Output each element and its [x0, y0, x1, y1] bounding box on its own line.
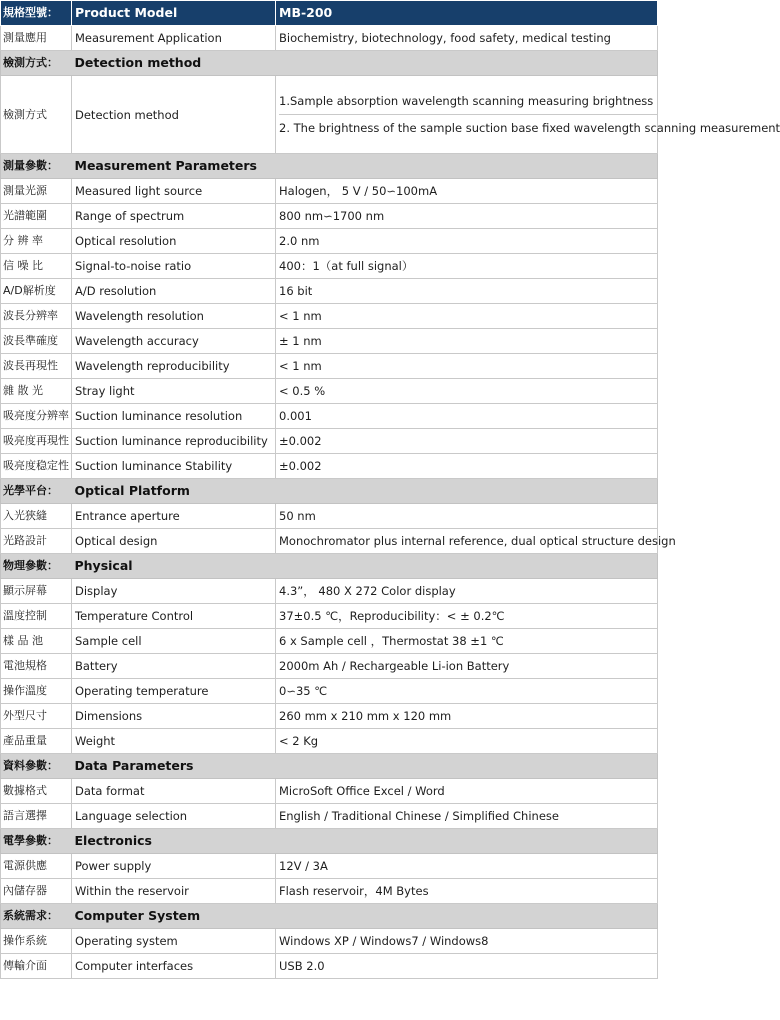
product-model-header	[1, 1, 658, 26]
section-title-en: Data Parameters	[72, 754, 658, 779]
spec-value: 800 nm∽1700 nm	[276, 204, 658, 229]
spec-label-en: Suction luminance Stability	[72, 454, 276, 479]
spec-label-en: A/D resolution	[72, 279, 276, 304]
spec-value: ±0.002	[276, 454, 658, 479]
spec-label-en: Power supply	[72, 854, 276, 879]
spec-label-en: Temperature Control	[72, 604, 276, 629]
spec-label-zh: 吸亮度再現性	[1, 429, 72, 454]
spec-label-zh: 光路設計	[1, 529, 72, 554]
section-title-en: Physical	[72, 554, 658, 579]
section-title-zh: 測量參數：	[1, 154, 72, 179]
spec-row	[1, 279, 658, 304]
spec-label-zh: 外型尺寸	[1, 704, 72, 729]
spec-row	[1, 504, 658, 529]
section-physical	[1, 554, 658, 579]
section-title-zh: 光學平台：	[1, 479, 72, 504]
spec-row-detection-method	[1, 76, 658, 154]
header-label-zh: 規格型號：	[1, 1, 72, 26]
spec-value: 0∽35 ℃	[276, 679, 658, 704]
spec-row	[1, 229, 658, 254]
spec-value: 37±0.5 ℃，Reproducibility：< ± 0.2℃	[276, 604, 658, 629]
spec-value: 0.001	[276, 404, 658, 429]
spec-label-zh: 樣 品 池	[1, 629, 72, 654]
spec-row	[1, 704, 658, 729]
spec-label-en: Within the reservoir	[72, 879, 276, 904]
spec-label-en: Operating system	[72, 929, 276, 954]
section-title-zh: 系統需求：	[1, 904, 72, 929]
section-computer	[1, 904, 658, 929]
spec-row	[1, 329, 658, 354]
section-title-en: Computer System	[72, 904, 658, 929]
spec-label-zh: 操作系統	[1, 929, 72, 954]
spec-value: 6 x Sample cell ，Thermostat 38 ±1 ℃	[276, 629, 658, 654]
spec-label-en: Data format	[72, 779, 276, 804]
spec-label-en: Stray light	[72, 379, 276, 404]
section-title-zh: 檢測方式：	[1, 51, 72, 76]
section-detection-method	[1, 51, 658, 76]
spec-row	[1, 204, 658, 229]
section-title-zh: 電學參數：	[1, 829, 72, 854]
spec-value: ± 1 nm	[276, 329, 658, 354]
header-model-value: MB-200	[276, 1, 658, 26]
spec-label-en: Operating temperature	[72, 679, 276, 704]
spec-label-en: Suction luminance reproducibility	[72, 429, 276, 454]
spec-value: 4.3”， 480 X 272 Color display	[276, 579, 658, 604]
spec-label-en: Measured light source	[72, 179, 276, 204]
spec-row	[1, 879, 658, 904]
spec-label-zh: 產品重量	[1, 729, 72, 754]
section-title-en: Electronics	[72, 829, 658, 854]
spec-label-zh: 雜 散 光	[1, 379, 72, 404]
spec-row	[1, 654, 658, 679]
spec-row	[1, 404, 658, 429]
section-title-zh: 資料參數：	[1, 754, 72, 779]
spec-label-zh: 電源供應	[1, 854, 72, 879]
spec-label-zh: A/D解析度	[1, 279, 72, 304]
spec-label-zh: 入光狹縫	[1, 504, 72, 529]
section-electronics	[1, 829, 658, 854]
spec-label-zh: 電池規格	[1, 654, 72, 679]
section-measurement	[1, 154, 658, 179]
spec-row	[1, 929, 658, 954]
spec-row	[1, 254, 658, 279]
section-title-en: Detection method	[72, 51, 658, 76]
spec-row	[1, 629, 658, 654]
spec-label-zh: 吸亮度分辨率	[1, 404, 72, 429]
spec-label-zh: 信 噪 比	[1, 254, 72, 279]
spec-value: English / Traditional Chinese / Simplified Chinese	[276, 804, 658, 829]
spec-value: 2000m Ah / Rechargeable Li-ion Battery	[276, 654, 658, 679]
spec-value: Flash reservoir，4M Bytes	[276, 879, 658, 904]
spec-label-en: Optical resolution	[72, 229, 276, 254]
section-title-zh: 物理參數：	[1, 554, 72, 579]
spec-label-zh: 波長再現性	[1, 354, 72, 379]
spec-row	[1, 429, 658, 454]
spec-row	[1, 579, 658, 604]
spec-row-application	[1, 26, 658, 51]
spec-value: USB 2.0	[276, 954, 658, 979]
section-title-en: Measurement Parameters	[72, 154, 658, 179]
spec-row	[1, 779, 658, 804]
spec-value: Windows XP / Windows7 / Windows8	[276, 929, 658, 954]
spec-label-zh: 測量應用	[1, 26, 72, 51]
spec-row	[1, 804, 658, 829]
spec-value: 400：1（at full signal）	[276, 254, 658, 279]
spec-row	[1, 179, 658, 204]
spec-value: < 1 nm	[276, 304, 658, 329]
spec-row	[1, 729, 658, 754]
detection-methods-cell	[276, 76, 780, 154]
spec-row	[1, 854, 658, 879]
spec-label-zh: 波長分辨率	[1, 304, 72, 329]
spec-label-en: Wavelength resolution	[72, 304, 276, 329]
spec-label-zh: 傳輸介面	[1, 954, 72, 979]
spec-label-en: Measurement Application	[72, 26, 276, 51]
spec-label-zh: 數據格式	[1, 779, 72, 804]
spec-label-zh: 波長準確度	[1, 329, 72, 354]
spec-label-en: Weight	[72, 729, 276, 754]
spec-value: 50 nm	[276, 504, 658, 529]
spec-value: Biochemistry, biotechnology, food safety, medical testing	[276, 26, 658, 51]
spec-row	[1, 304, 658, 329]
spec-value: 12V / 3A	[276, 854, 658, 879]
spec-label-zh: 顯示屏幕	[1, 579, 72, 604]
spec-label-zh: 操作溫度	[1, 679, 72, 704]
spec-row	[1, 454, 658, 479]
header-label-en: Product Model	[72, 1, 276, 26]
spec-label-zh: 內儲存器	[1, 879, 72, 904]
spec-label-en: Dimensions	[72, 704, 276, 729]
spec-label-en: Range of spectrum	[72, 204, 276, 229]
spec-label-en: Display	[72, 579, 276, 604]
spec-label-en: Wavelength reproducibility	[72, 354, 276, 379]
spec-value: ±0.002	[276, 429, 658, 454]
spec-value: MicroSoft Office Excel / Word	[276, 779, 658, 804]
spec-label-zh: 吸亮度稳定性	[1, 454, 72, 479]
spec-label-en: Signal-to-noise ratio	[72, 254, 276, 279]
spec-value: < 2 Kg	[276, 729, 658, 754]
spec-label-zh: 分 辨 率	[1, 229, 72, 254]
spec-row	[1, 954, 658, 979]
spec-label-zh: 光譜範圍	[1, 204, 72, 229]
spec-row	[1, 604, 658, 629]
spec-label-en: Suction luminance resolution	[72, 404, 276, 429]
section-title-en: Optical Platform	[72, 479, 658, 504]
spec-label-en: Sample cell	[72, 629, 276, 654]
spec-value: < 0.5 %	[276, 379, 658, 404]
spec-value: 2.0 nm	[276, 229, 658, 254]
spec-label-zh: 測量光源	[1, 179, 72, 204]
spec-label-en: Battery	[72, 654, 276, 679]
spec-row	[1, 354, 658, 379]
spec-value: 260 mm x 210 mm x 120 mm	[276, 704, 658, 729]
spec-row	[1, 529, 658, 554]
spec-row	[1, 679, 658, 704]
spec-label-en: Computer interfaces	[72, 954, 276, 979]
spec-label-en: Optical design	[72, 529, 276, 554]
spec-value: 16 bit	[276, 279, 658, 304]
detection-method-2: 2. The brightness of the sample suction base fixed wavelength scanning measurement	[279, 114, 657, 139]
spec-label-zh: 檢測方式	[1, 76, 72, 154]
spec-row	[1, 379, 658, 404]
spec-label-en: Language selection	[72, 804, 276, 829]
spec-label-zh: 溫度控制	[1, 604, 72, 629]
spec-value: Halogen， 5 V / 50∽100mA	[276, 179, 658, 204]
spec-label-en: Entrance aperture	[72, 504, 276, 529]
spec-label-zh: 語言選擇	[1, 804, 72, 829]
section-optical	[1, 479, 658, 504]
detection-method-1: 1.Sample absorption wavelength scanning measuring brightness	[279, 94, 654, 108]
spec-label-en: Detection method	[72, 76, 276, 154]
section-data-params	[1, 754, 658, 779]
spec-label-en: Wavelength accuracy	[72, 329, 276, 354]
spec-value: < 1 nm	[276, 354, 658, 379]
spec-value: Monochromator plus internal reference, dual optical structure design	[276, 529, 658, 554]
